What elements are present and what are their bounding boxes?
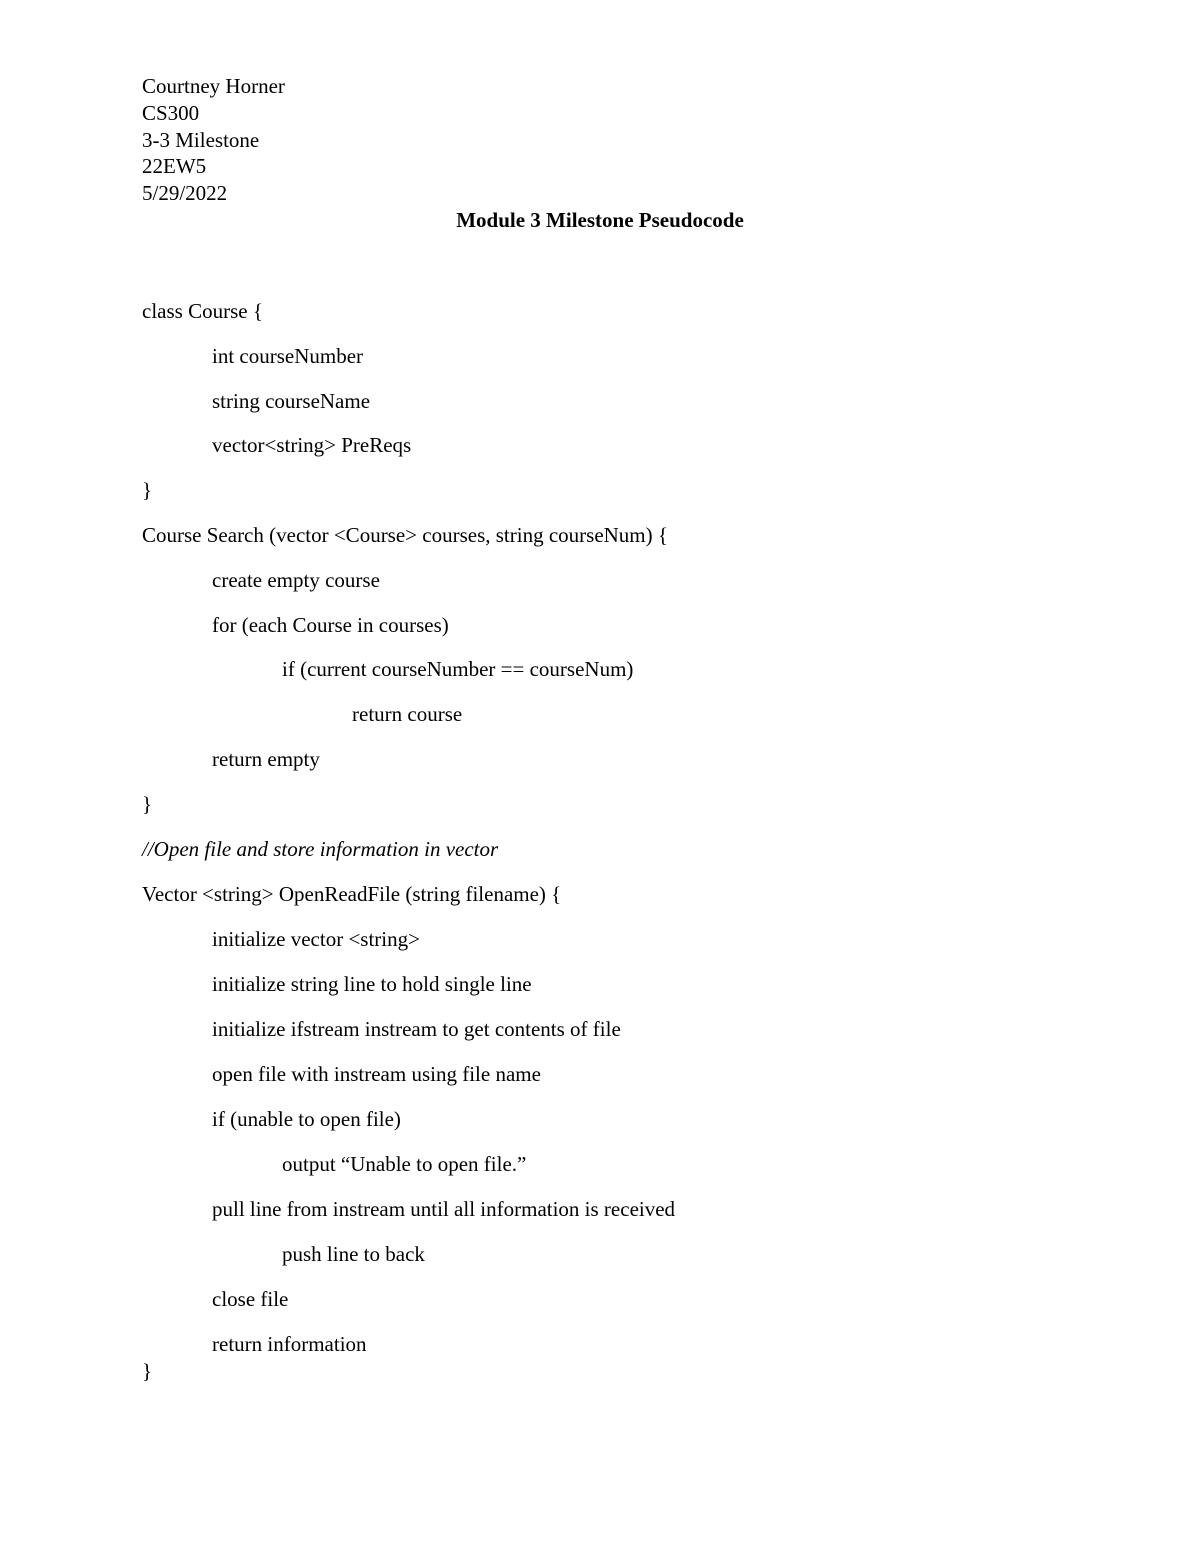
code-line: } xyxy=(142,1359,153,1383)
code-line: if (current courseNumber == courseNum) xyxy=(282,657,634,681)
code-line: output “Unable to open file.” xyxy=(282,1152,527,1176)
code-line: pull line from instream until all information is received xyxy=(212,1197,676,1221)
code-line: initialize vector <string> xyxy=(212,927,420,951)
code-line: Vector <string> OpenReadFile (string filename) { xyxy=(142,882,562,906)
code-line: class Course { xyxy=(142,299,263,323)
code-line: return course xyxy=(352,702,463,726)
assignment-name: 3-3 Milestone xyxy=(142,128,260,152)
term-code: 22EW5 xyxy=(142,154,207,178)
code-line: string courseName xyxy=(212,389,371,413)
code-line: open file with instream using file name xyxy=(212,1062,541,1086)
author-name: Courtney Horner xyxy=(142,74,285,98)
code-line: if (unable to open file) xyxy=(212,1107,401,1131)
submission-date: 5/29/2022 xyxy=(142,181,228,205)
code-line: initialize string line to hold single line xyxy=(212,972,532,996)
code-line: return information xyxy=(212,1332,367,1356)
course-code: CS300 xyxy=(142,101,200,125)
code-line: create empty course xyxy=(212,568,380,592)
code-line: close file xyxy=(212,1287,289,1311)
code-line: return empty xyxy=(212,747,320,771)
code-line: int courseNumber xyxy=(212,344,364,368)
code-line: push line to back xyxy=(282,1242,425,1266)
code-line: initialize ifstream instream to get contents of file xyxy=(212,1017,621,1041)
code-line: vector<string> PreReqs xyxy=(212,433,412,457)
code-line: Course Search (vector <Course> courses, string courseNum) { xyxy=(142,523,668,547)
code-line: } xyxy=(142,792,153,816)
code-comment: //Open file and store information in vector xyxy=(142,837,499,861)
code-line: for (each Course in courses) xyxy=(212,613,449,637)
document-title: Module 3 Milestone Pseudocode xyxy=(456,208,744,232)
code-line: } xyxy=(142,478,153,502)
